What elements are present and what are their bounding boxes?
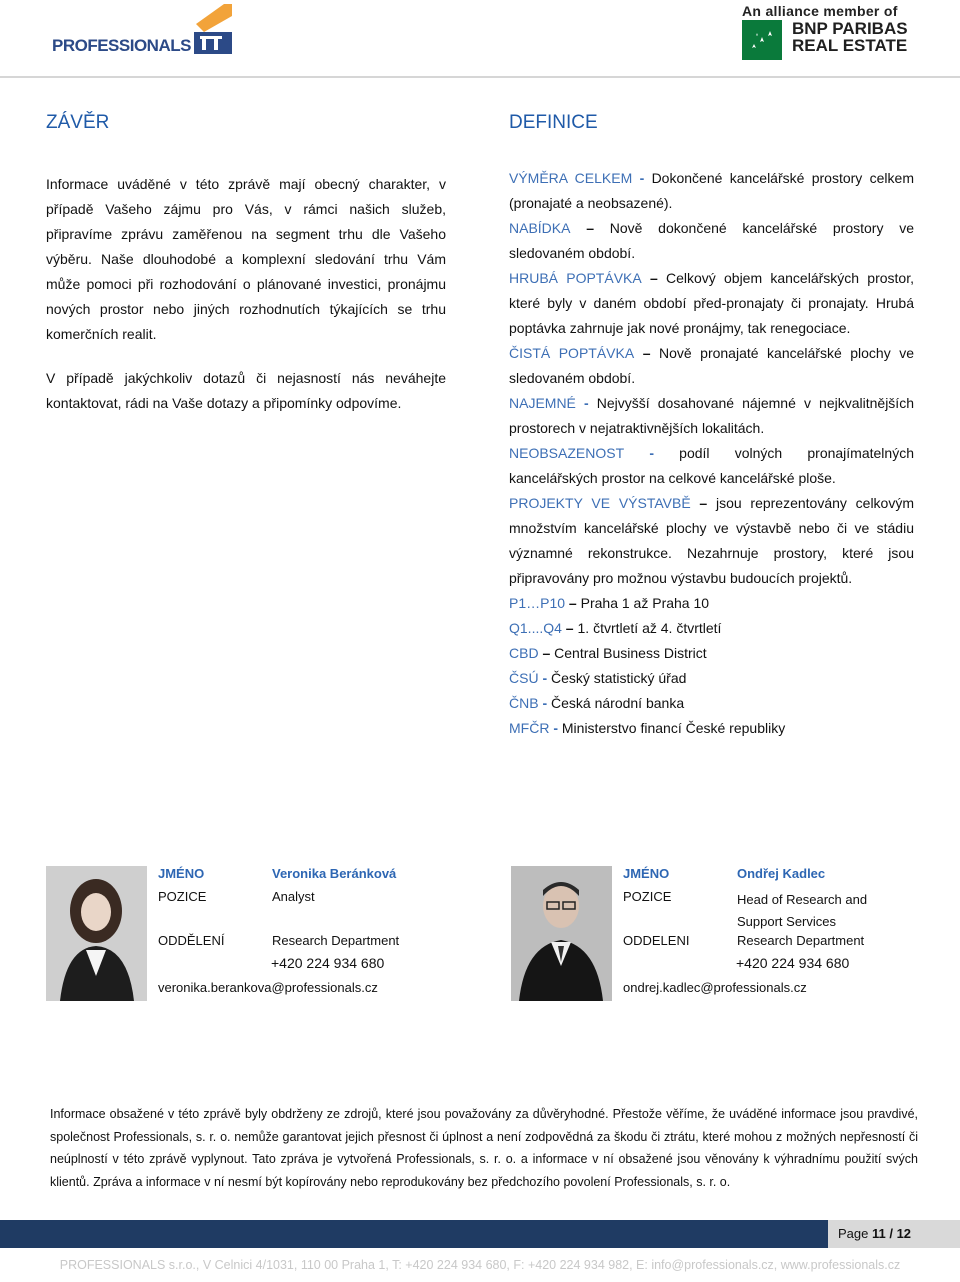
definition-term: Q1....Q4 [509,620,562,636]
definition-separator: - [575,395,597,411]
definition-item [509,716,914,741]
contact-phone: +420 224 934 680 [271,955,385,971]
contact-position: Head of Research and Support Services [737,892,868,929]
footer-address: PROFESSIONALS s.r.o., V Celnici 4/1031, 110 00 Praha 1, T: +420 224 934 680, F: +420 224 934 982, E: info@professionals.cz, www.professionals.cz [59,1258,901,1272]
definition-item [509,266,914,341]
contact-card-2 [623,866,923,1001]
contact-name: Veronika Beránková [272,866,397,881]
definition-separator: – [690,495,716,511]
definition-item [509,616,914,641]
bnp-paribas-logo-icon [742,20,782,60]
definition-text: Nejvyšší dosahované nájemné v nejkvalitnějších prostorech v nejatraktivnějších lokalitách. [509,395,914,436]
definition-separator: – [565,595,581,611]
definition-item [509,491,914,591]
definition-text: jsou reprezentovány celkovým množstvím kancelářské plochy ve výstavbě nebo či ve stádiu významné rekonstrukce. Nezahrnuje prostory, které jsou připravovány pro možnou výstavbu budoucích projektů. [509,495,914,586]
definition-text: Nově pronajaté kancelářské plochy ve sledovaném období. [509,345,914,386]
avatar [46,866,147,1001]
definition-term: CBD [509,645,539,661]
definition-separator: - [538,670,552,686]
definition-separator: – [570,220,610,236]
definition-term: P1…P10 [509,595,566,611]
definition-text: Celkový objem kancelářských prostor, které byly v daném období před-pronajaty či pronajaty. Hrubá poptávka zahrnuje jak nové pronájmy, tak renegociace. [509,270,914,336]
definition-term: VÝMĚRA CELKEM [509,170,633,186]
definition-text: Dokončené kancelářské prostory celkem (pronajaté a neobsazené). [509,170,914,211]
name-label: JMÉNO [158,866,205,881]
definitions-heading: DEFINICE [509,112,598,133]
definition-separator: - [624,445,680,461]
definition-separator: – [634,345,659,361]
definition-term: MFČR [509,720,550,736]
alliance-text: An alliance member of [742,3,898,19]
position-label: POZICE [623,889,672,904]
bnp-text [792,20,908,54]
conclusion-heading: ZÁVĚR [46,112,110,133]
definition-item [509,216,914,266]
page-label: Page [838,1226,869,1241]
definition-term: ČSÚ [509,670,539,686]
definition-item [509,341,914,391]
department-label: ODDELENI [623,933,690,948]
contact-card-1 [158,866,478,1001]
contact-department: Research Department [737,933,865,948]
definition-text: 1. čtvrtletí až 4. čtvrtletí [577,620,722,636]
definition-separator: - [538,695,552,711]
conclusion-text [46,172,446,435]
contact-email[interactable]: veronika.berankova@professionals.cz [158,980,378,995]
footer-bar [0,1220,960,1248]
definition-item [509,666,914,691]
definition-term: ČISTÁ POPTÁVKA [509,345,635,361]
definition-term: NAJEMNÉ [509,395,576,411]
definition-text: Česká národní banka [551,695,685,711]
bnp-line2: REAL ESTATE [792,36,908,55]
definition-separator: - [632,170,652,186]
position-label: POZICE [158,889,207,904]
bnp-line1: BNP PARIBAS [792,19,908,38]
page-number [838,1226,911,1241]
definition-item [509,166,914,216]
department-label: ODDĚLENÍ [158,933,225,948]
conclusion-paragraph: V případě jakýchkoliv dotazů či nejasností nás neváhejte kontaktovat, rádi na Vaše dotazy a připomínky odpovíme. [46,370,446,411]
definition-item [509,591,914,616]
definition-separator: – [538,645,555,661]
definition-term: PROJEKTY VE VÝSTAVBĚ [509,495,691,511]
page-count: 11 / 12 [872,1226,912,1241]
header-divider [0,76,960,78]
contact-phone: +420 224 934 680 [736,955,850,971]
definition-item [509,641,914,666]
definition-term: NABÍDKA [509,220,571,236]
definition-text: podíl volných pronajímatelných kancelářských prostor na celkové kancelářské ploše. [509,445,914,486]
logo-mark-icon [194,2,234,54]
definition-term: HRUBÁ POPTÁVKA [509,270,642,286]
definition-item [509,691,914,716]
definition-term: ČNB [509,695,539,711]
definition-text: Nově dokončené kancelářské prostory ve sledovaném období. [509,220,914,261]
definition-separator: – [561,620,578,636]
definitions-list [509,166,914,741]
professionals-logo [52,2,232,58]
definition-item [509,441,914,491]
definition-text: Central Business District [554,645,707,661]
logo-text: PROFESSIONALS [52,36,191,55]
contact-department: Research Department [272,933,400,948]
avatar [511,866,612,1001]
conclusion-paragraph: Informace uváděné v této zprávě mají obecný charakter, v případě Vašeho zájmu pro Vás, v rámci našich služeb, připravíme zprávu zaměřenou na segment trhu dle Vašeho výběru. Naše dlouhodobé a komplexní sledování trhu Vám může pomoci při rozhodování o plánované investici, pronájmu nových prostor nebo jiných rozhodnutích týkajících se trhu komerčních realit. [46,176,446,342]
contact-position: Analyst [272,889,315,904]
name-label: JMÉNO [623,866,670,881]
definition-text: Praha 1 až Praha 10 [580,595,710,611]
definition-term: NEOBSAZENOST [509,445,625,461]
definition-item [509,391,914,441]
contact-name: Ondřej Kadlec [737,866,826,881]
contact-email[interactable]: ondrej.kadlec@professionals.cz [623,980,807,995]
definition-separator: - [549,720,562,736]
definition-separator: – [641,270,666,286]
definition-text: Ministerstvo financí České republiky [561,720,786,736]
disclaimer-text: Informace obsažené v této zprávě byly obdrženy ze zdrojů, které jsou považovány za důvěryhodné. Přestože věříme, že uváděné informace jsou pravdivé, společnost Professionals, s. r. o. nemůže garantovat jejich přesnost či úplnost a není zodpovědná za škodu či ztrátu, které mohou z možných nepřesností či neúplností v této zprávě vyplynout. Tato zpráva je vytvořená Professionals, s. r. o. a informace v ní obsažené jsou věnovány k výhradnímu použití svých klientů. Zpráva a informace v ní nesmí být kopírovány nebo reprodukovány bez předchozího povolení Professionals, s. r. o. [50,1107,918,1189]
definition-text: Český statistický úřad [551,670,687,686]
